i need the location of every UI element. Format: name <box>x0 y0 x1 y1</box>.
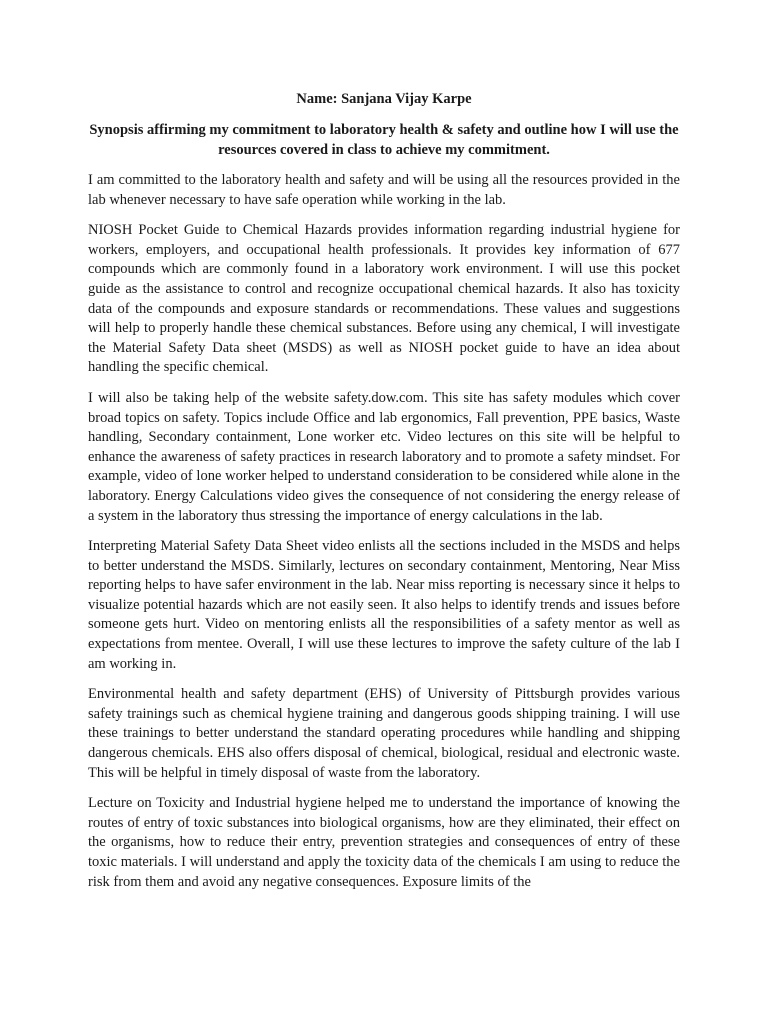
paragraph-niosh: NIOSH Pocket Guide to Chemical Hazards provides information regarding industrial hygiene for workers, employers, and occupational health professionals. It provides key information of 677 compounds which are commonly found in a laboratory work environment. I will use this pocket guide as the assistance to control and recognize occupational chemical hazards. It also has toxicity data of the compounds and exposure standards or recommendations. These values and suggestions will help to properly handle these chemical substances. Before using any chemical, I will investigate the Material Safety Data sheet (MSDS) as well as NIOSH pocket guide to have an idea about handling the specific chemical. <box>88 222 680 376</box>
paragraph-toxicity: Lecture on Toxicity and Industrial hygiene helped me to understand the importance of knowing the routes of entry of toxic substances into biological organisms, how are they eliminated, their effect on the organisms, how to reduce their entry, prevention strategies and consequences of entry of these toxic materials. I will understand and apply the toxicity data of the chemicals I am using to reduce the risk from them and avoid any negative consequences. Exposure limits of the <box>88 795 680 890</box>
paragraph-ehs: Environmental health and safety department (EHS) of University of Pittsburgh provides various safety trainings such as chemical hygiene training and dangerous goods shipping training. I will use these trainings to better understand the standard operating procedures while handling and shipping dangerous chemicals. EHS also offers disposal of chemical, biological, residual and electronic waste. This will be helpful in timely disposal of waste from the laboratory. <box>88 686 680 781</box>
paragraph-commitment: I am committed to the laboratory health and safety and will be using all the resources provided in the lab whenever necessary to have safe operation while working in the lab. <box>88 172 680 208</box>
paragraph-dow-website: I will also be taking help of the website safety.dow.com. This site has safety modules which cover broad topics on safety. Topics include Office and lab ergonomics, Fall prevention, PPE basics, Waste handling, Secondary containment, Lone worker etc. Video lectures on this site will be helpful to enhance the awareness of safety practices in research laboratory and to promote a safety mindset. For example, video of lone worker helped to understand consideration to be considered while alone in the laboratory. Energy Calculations video gives the consequence of not considering the energy release of a system in the laboratory thus stressing the importance of energy calculations in the lab. <box>88 389 680 524</box>
synopsis-title: Synopsis affirming my commitment to laboratory health & safety and outline how I will use the resources covered in class to achieve my commitment. <box>89 122 679 158</box>
author-name: Name: Sanjana Vijay Karpe <box>296 91 472 107</box>
paragraph-msds-video: Interpreting Material Safety Data Sheet video enlists all the sections included in the MSDS and helps to better understand the MSDS. Similarly, lectures on secondary containment, Mentoring, Near Miss reporting helps to have safer environment in the lab. Near miss reporting is necessary since it helps to visualize potential hazards which are not easily seen. It also helps to identify trends and issues before someone gets hurt. Video on mentoring enlists all the responsibilities of a safety mentor as well as expectations from mentee. Overall, I will use these lectures to improve the safety culture of the lab I am working in. <box>88 538 680 672</box>
